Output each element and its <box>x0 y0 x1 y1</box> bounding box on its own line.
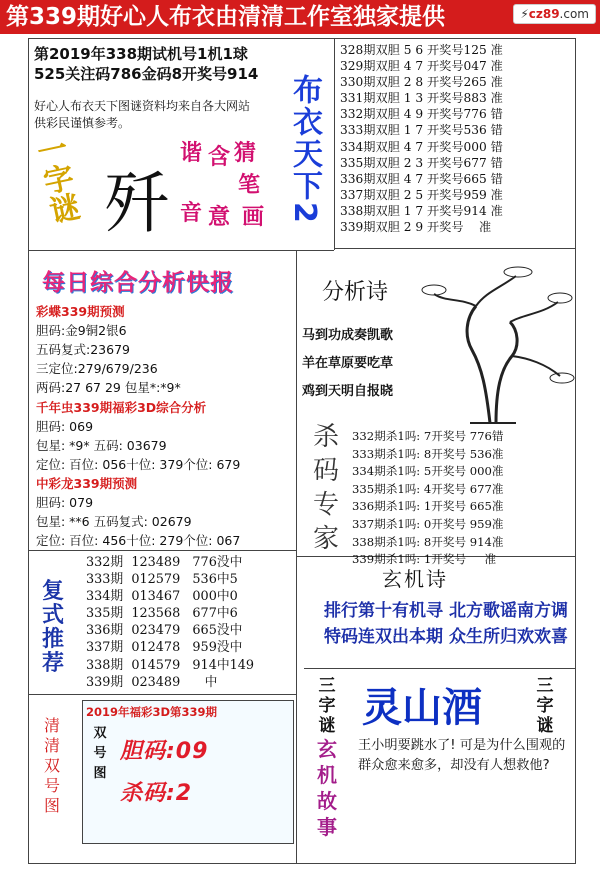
table-row: 333期 012579 536中5 <box>86 572 238 588</box>
disclaimer-line-1: 好心人布衣天下图谜资料均来自各大网站 <box>34 99 251 113</box>
poem-title: 分析诗 <box>322 280 389 305</box>
qingqing-label: 清 清 双 号 图 <box>43 716 60 815</box>
divider <box>296 250 297 864</box>
prediction-line: 定位: 百位: 056十位: 379个位: 679 <box>36 457 241 472</box>
table-row: 339期双胆 2 9 开奖号 准 <box>340 220 492 235</box>
poem-line: 特码连双出本期 众生所归欢欢喜 <box>324 627 568 647</box>
yizimi-label: 一 字 谜 <box>34 130 84 231</box>
prediction-block-1 <box>36 302 296 397</box>
prediction-line: 五码复式:23679 <box>36 342 130 357</box>
table-row: 332期双胆 4 9 开奖号776 错 <box>340 107 503 122</box>
table-row: 336期 023479 665没中 <box>86 623 243 639</box>
table-row: 337期 012478 959没中 <box>86 640 243 656</box>
dan-code: 胆码:09 <box>120 739 209 764</box>
mystery-story-label: 玄 机 故 事 <box>317 737 337 839</box>
prediction-line: 三定位:279/679/236 <box>36 361 158 376</box>
fushi-title: 复 式 推 荐 <box>41 579 64 676</box>
prediction-line: 胆码:金9铜2银6 <box>36 323 127 338</box>
three-word-riddle-left: 三 字 谜 <box>318 676 336 736</box>
prediction-title: 千年虫339期福彩3D综合分析 <box>36 400 207 415</box>
table-row: 337期双胆 2 5 开奖号959 准 <box>340 187 503 202</box>
trial-line-1: 第2019年338期试机号1机1球 <box>34 45 248 63</box>
mystery-poem-title: 玄机诗 <box>382 567 448 591</box>
riddle-character: 歼 <box>104 165 170 242</box>
poem-line: 排行第十有机寻 北方歌谣南方调 <box>324 601 568 621</box>
mystery-poem-lines <box>316 598 576 650</box>
table-row: 334期杀1吗: 5开奖号 000准 <box>352 464 504 479</box>
trial-line-2: 525关注码786金码8开奖号914 <box>34 65 259 83</box>
divider <box>28 694 296 695</box>
table-row: 339期杀1吗: 1开奖号 准 <box>352 552 497 567</box>
kill-table <box>352 428 576 569</box>
poem-line: 鸡到天明自报晓 <box>302 384 394 399</box>
brand-title: 布衣天下2 <box>287 73 322 225</box>
kill-expert-title: 杀 码 专 家 <box>312 422 339 554</box>
prediction-title: 中彩龙339期预测 <box>36 476 138 491</box>
site-watermark <box>513 4 596 24</box>
kill-code: 杀码:2 <box>120 781 193 806</box>
prediction-line: 两码:27 67 29 包星*:*9* <box>36 380 181 395</box>
three-word-riddle-right: 三 字 谜 <box>536 676 554 736</box>
riddle-answer-text: 灵山酒 <box>362 684 482 731</box>
table-row: 332期 123489 776没中 <box>86 555 243 570</box>
table-row: 337期杀1吗: 0开奖号 959准 <box>352 516 504 531</box>
divider <box>304 668 576 669</box>
results-table <box>340 42 576 235</box>
table-row: 336期杀1吗: 1开奖号 665准 <box>352 499 504 514</box>
prediction-line: 包星: *9* 五码: 03679 <box>36 438 167 453</box>
prediction-line: 包星: **6 五码复式: 02679 <box>36 514 192 529</box>
poem-line: 羊在草原要吃草 <box>302 356 394 371</box>
table-row: 333期双胆 1 7 开奖号536 错 <box>340 123 503 138</box>
table-row: 334期双胆 4 7 开奖号000 错 <box>340 139 503 154</box>
watermark-domain: .com <box>559 7 589 21</box>
page-title: 第339期好心人布衣由清清工作室独家提供 <box>0 0 600 34</box>
table-row: 338期 014579 914中149 <box>86 657 255 673</box>
double-number-panel <box>82 700 294 844</box>
prediction-line: 定位: 百位: 456十位: 279个位: 067 <box>36 533 241 548</box>
table-row: 328期双胆 5 6 开奖号125 准 <box>340 43 503 57</box>
table-row: 332期杀1吗: 7开奖号 776错 <box>352 429 504 443</box>
table-row: 336期双胆 4 7 开奖号665 错 <box>340 171 503 186</box>
panel-side-label: 双 号 图 <box>93 726 107 781</box>
divider <box>334 38 335 250</box>
table-row: 335期杀1吗: 4开奖号 677准 <box>352 481 504 496</box>
table-row: 338期双胆 1 7 开奖号914 准 <box>340 203 503 218</box>
riddle-side-words: 谐 音 含 意 猜 笔 画 <box>180 141 265 230</box>
prediction-title: 彩蝶339期预测 <box>36 304 125 319</box>
table-row: 339期 023489 中 <box>86 674 218 690</box>
table-row: 330期双胆 2 8 开奖号265 准 <box>340 75 503 90</box>
fushi-table <box>86 554 286 691</box>
table-row: 334期 013467 000中0 <box>86 589 238 605</box>
tree-illustration <box>420 258 576 428</box>
table-row: 331期双胆 1 3 开奖号883 准 <box>340 91 503 106</box>
watermark-icon: ⚡ <box>520 7 529 21</box>
divider <box>28 550 296 551</box>
daily-analysis-title: 每日综合分析快报 <box>42 270 234 296</box>
prediction-line: 胆码: 079 <box>36 495 94 510</box>
poem-line: 马到功成奏凯歌 <box>302 328 394 343</box>
prediction-block-2 <box>36 398 296 474</box>
watermark-brand: cz89 <box>528 7 560 21</box>
table-row: 333期杀1吗: 8开奖号 536准 <box>352 446 504 461</box>
divider <box>28 250 334 251</box>
table-row: 335期双胆 2 3 开奖号677 错 <box>340 155 503 170</box>
panel-header: 2019年福彩3D第339期 <box>86 705 218 719</box>
divider <box>334 248 576 249</box>
table-row: 335期 123568 677中6 <box>86 606 238 622</box>
mystery-story-text: 王小明要跳水了! 可是为什么围观的群众愈来愈多，却没有人想救他? <box>358 738 566 773</box>
table-row: 338期杀1吗: 8开奖号 914准 <box>352 534 504 549</box>
table-row: 329期双胆 4 7 开奖号047 准 <box>340 59 503 74</box>
disclaimer-line-2: 供彩民谨慎参考。 <box>34 116 131 130</box>
prediction-line: 胆码: 069 <box>36 419 94 434</box>
prediction-block-3 <box>36 474 296 550</box>
